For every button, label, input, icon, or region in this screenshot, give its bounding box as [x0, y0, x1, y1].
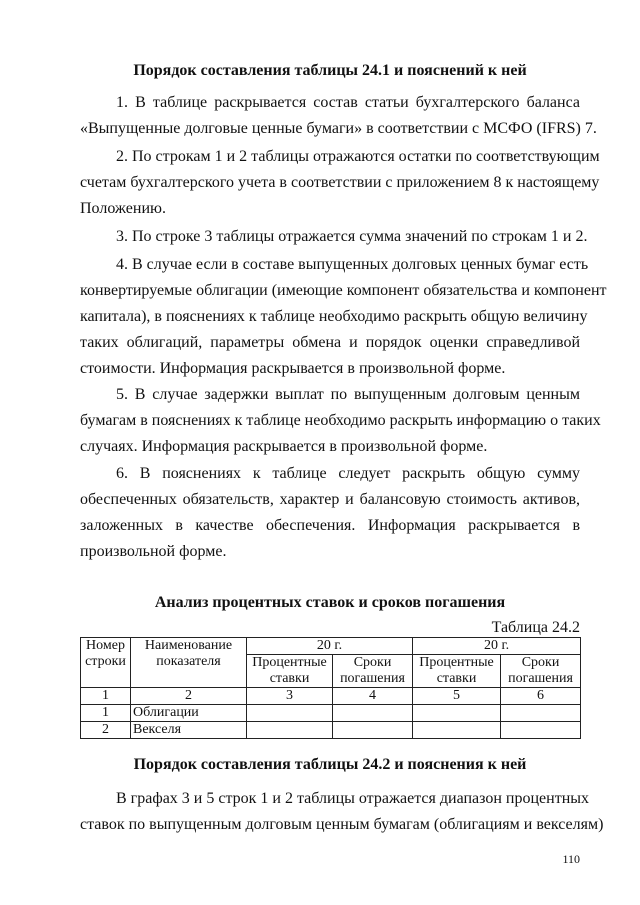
interest-rates-table: [80, 637, 581, 739]
row-name: Векселя: [131, 722, 247, 739]
text-line: конвертируемые облигации (имеющие компонент обязательства и компонент: [80, 282, 607, 299]
column-number: 4: [333, 688, 413, 705]
header-maturity: Сроки погашения: [333, 655, 413, 688]
text-line: 3. По строке 3 таблицы отражается сумма значений по строкам 1 и 2.: [116, 228, 588, 245]
table-row: [81, 705, 581, 722]
text-line: таких облигаций, параметры обмена и порядок оценки справедливой: [80, 334, 580, 351]
section-heading-24-2: Порядок составления таблицы 24.2 и пояснения к ней: [133, 756, 527, 773]
text-line: произвольной форме.: [80, 543, 227, 560]
row-name: Облигации: [131, 705, 247, 722]
row-number: 2: [81, 722, 131, 739]
header-maturity: Сроки погашения: [501, 655, 581, 688]
table-caption: Таблица 24.2: [491, 619, 580, 636]
header-interest-rates: Процентные ставки: [413, 655, 501, 688]
text-line: 2. По строкам 1 и 2 таблицы отражаются остатки по соответствующим: [116, 148, 600, 165]
text-line: бумагам в пояснениях к таблице необходимо раскрыть информацию о таких: [80, 412, 601, 429]
text-line: В графах 3 и 5 строк 1 и 2 таблицы отражается диапазон процентных: [116, 790, 590, 807]
text-line: случаях. Информация раскрывается в произвольной форме.: [80, 438, 488, 455]
column-number: 1: [81, 688, 131, 705]
paragraph-3: [80, 224, 588, 250]
table-cell: [247, 705, 333, 722]
column-number: 5: [413, 688, 501, 705]
header-period-1: 20 г.: [247, 638, 413, 655]
text-line: 5. В случае задержки выплат по выпущенным долговым ценным: [116, 386, 580, 403]
text-line: 6. В пояснениях к таблице следует раскрыть общую сумму: [116, 465, 580, 482]
text-line: счетам бухгалтерского учета в соответствии с приложением 8 к настоящему: [80, 174, 600, 191]
table-cell: [501, 705, 581, 722]
table-cell: [247, 722, 333, 739]
paragraph-1: [80, 90, 597, 142]
text-line: капитала), в пояснениях к таблице необходимо раскрыть общую величину: [80, 308, 588, 325]
text-line: ставок по выпущенным долговым ценным бумагам (облигациям и векселям): [80, 816, 604, 833]
paragraph-5: [80, 382, 601, 460]
text-line: «Выпущенные долговые ценные бумаги» в соответствии с МСФО (IFRS) 7.: [80, 120, 597, 137]
table-cell: [333, 705, 413, 722]
column-number: 2: [131, 688, 247, 705]
table-cell: [413, 705, 501, 722]
table-cell: [501, 722, 581, 739]
header-row-number: Номер строки: [81, 638, 131, 688]
column-number: 6: [501, 688, 581, 705]
header-period-2: 20 г.: [413, 638, 581, 655]
table-cell: [333, 722, 413, 739]
text-line: 4. В случае если в составе выпущенных долговых ценных бумаг есть: [116, 256, 589, 273]
paragraph-6: [80, 461, 580, 565]
header-interest-rates: Процентные ставки: [247, 655, 333, 688]
table-row: [81, 722, 581, 739]
column-number-row: [81, 688, 581, 705]
paragraph-2: [80, 144, 600, 222]
text-line: Положению.: [80, 200, 166, 217]
page-number: 110: [562, 852, 580, 866]
paragraph-4: [80, 252, 607, 382]
table-heading: Анализ процентных ставок и сроков погашения: [154, 594, 506, 611]
paragraph-last: [80, 786, 604, 838]
column-number: 3: [247, 688, 333, 705]
section-heading-24-1: Порядок составления таблицы 24.1 и пояснений к ней: [133, 62, 527, 79]
text-line: обеспеченных обязательств, характер и балансовую стоимость активов,: [80, 491, 580, 508]
text-line: стоимости. Информация раскрывается в произвольной форме.: [80, 360, 506, 377]
text-line: 1. В таблице раскрывается состав статьи бухгалтерского баланса: [116, 94, 580, 111]
header-indicator-name: Наименование показателя: [131, 638, 247, 688]
table-cell: [413, 722, 501, 739]
row-number: 1: [81, 705, 131, 722]
text-line: заложенных в качестве обеспечения. Информация раскрывается в: [80, 517, 580, 534]
